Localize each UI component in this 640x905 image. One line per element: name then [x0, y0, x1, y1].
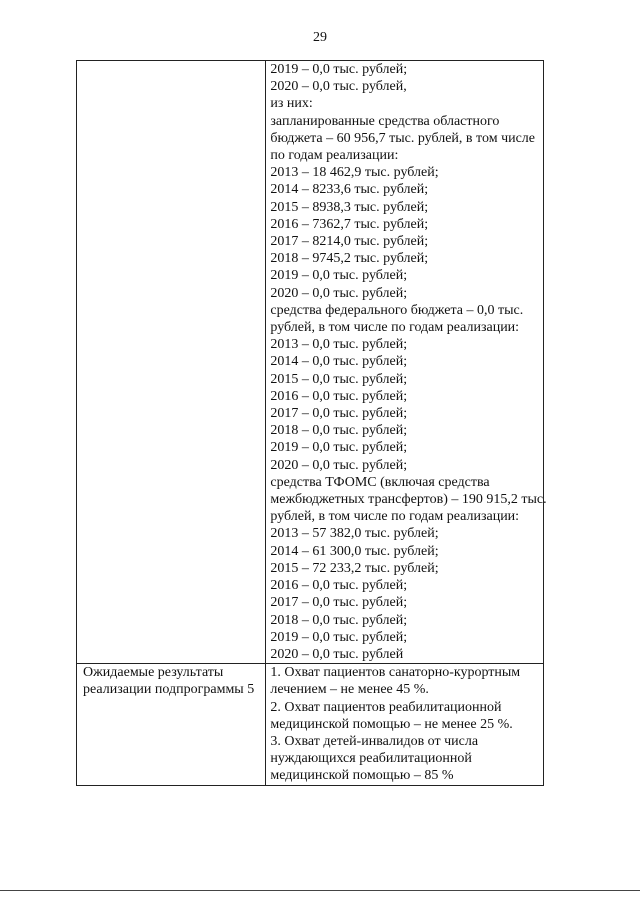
funding-line: из них: — [270, 96, 313, 112]
funding-line: 2020 – 0,0 тыс. рублей; — [270, 457, 408, 473]
funding-line: 2018 – 0,0 тыс. рублей; — [270, 612, 408, 628]
results-row — [77, 664, 544, 785]
funding-line: 2013 – 57 382,0 тыс. рублей; — [270, 526, 439, 542]
funding-line: бюджета – 60 956,7 тыс. рублей, в том числе — [270, 130, 536, 146]
funding-line: 2016 – 7362,7 тыс. рублей; — [270, 216, 429, 232]
funding-line: средства федерального бюджета – 0,0 тыс. — [270, 302, 524, 318]
page-number: 29 — [313, 30, 327, 45]
funding-line: 2015 – 72 233,2 тыс. рублей; — [270, 560, 439, 576]
subprogram-passport-table — [76, 60, 547, 786]
funding-line: 2020 – 0,0 тыс. рублей; — [270, 285, 408, 301]
funding-line: рублей, в том числе по годам реализации: — [270, 509, 520, 525]
funding-line: 2014 – 8233,6 тыс. рублей; — [270, 182, 429, 198]
funding-details-cell — [266, 61, 547, 664]
result-line: нуждающихся реабилитационной — [270, 751, 472, 767]
results-label-line-1: Ожидаемые результаты — [83, 665, 224, 681]
result-line: 2. Охват пациентов реабилитационной — [270, 699, 502, 715]
funding-line: 2016 – 0,0 тыс. рублей; — [270, 578, 408, 594]
funding-label-cell — [77, 61, 266, 664]
bottom-rule — [0, 890, 640, 891]
funding-line: 2018 – 9745,2 тыс. рублей; — [270, 251, 429, 267]
funding-line: 2020 – 0,0 тыс. рублей, — [270, 79, 407, 95]
funding-line: 2017 – 0,0 тыс. рублей; — [270, 595, 408, 611]
result-line: медицинской помощью – не менее 25 %. — [270, 716, 513, 732]
result-line: лечением – не менее 45 %. — [270, 682, 429, 698]
funding-line: 2014 – 0,0 тыс. рублей; — [270, 354, 408, 370]
funding-line: рублей, в том числе по годам реализации: — [270, 320, 520, 336]
funding-line: 2017 – 8214,0 тыс. рублей; — [270, 234, 429, 250]
result-line: 1. Охват пациентов санаторно-курортным — [270, 665, 521, 681]
funding-lines — [270, 61, 547, 663]
results-label-cell — [77, 664, 266, 785]
funding-line: средства ТФОМС (включая средства — [270, 474, 490, 490]
funding-line: 2013 – 0,0 тыс. рублей; — [270, 337, 408, 353]
funding-line: 2019 – 0,0 тыс. рублей; — [270, 629, 408, 645]
funding-line: 2014 – 61 300,0 тыс. рублей; — [270, 543, 439, 559]
funding-line: запланированные средства областного — [270, 113, 500, 129]
funding-line: 2015 – 0,0 тыс. рублей; — [270, 371, 408, 387]
results-lines — [270, 664, 539, 784]
funding-row — [77, 61, 544, 664]
funding-line: 2018 – 0,0 тыс. рублей; — [270, 423, 408, 439]
results-details-cell — [266, 664, 544, 785]
funding-line: 2013 – 18 462,9 тыс. рублей; — [270, 165, 439, 181]
funding-line: межбюджетных трансфертов) – 190 915,2 тыс. — [270, 492, 547, 508]
funding-line: 2019 – 0,0 тыс. рублей; — [270, 440, 408, 456]
funding-line: по годам реализации: — [270, 148, 399, 164]
funding-line: 2019 – 0,0 тыс. рублей; — [270, 268, 408, 284]
funding-line: 2020 – 0,0 тыс. рублей — [270, 646, 404, 662]
funding-line: 2019 – 0,0 тыс. рублей; — [270, 62, 408, 77]
result-line: медицинской помощью – 85 % — [270, 768, 454, 784]
funding-line: 2015 – 8938,3 тыс. рублей; — [270, 199, 429, 215]
funding-line: 2017 – 0,0 тыс. рублей; — [270, 406, 408, 422]
result-line: 3. Охват детей-инвалидов от числа — [270, 733, 479, 749]
funding-line: 2016 – 0,0 тыс. рублей; — [270, 388, 408, 404]
results-label-line-2: реализации подпрограммы 5 — [83, 682, 255, 698]
